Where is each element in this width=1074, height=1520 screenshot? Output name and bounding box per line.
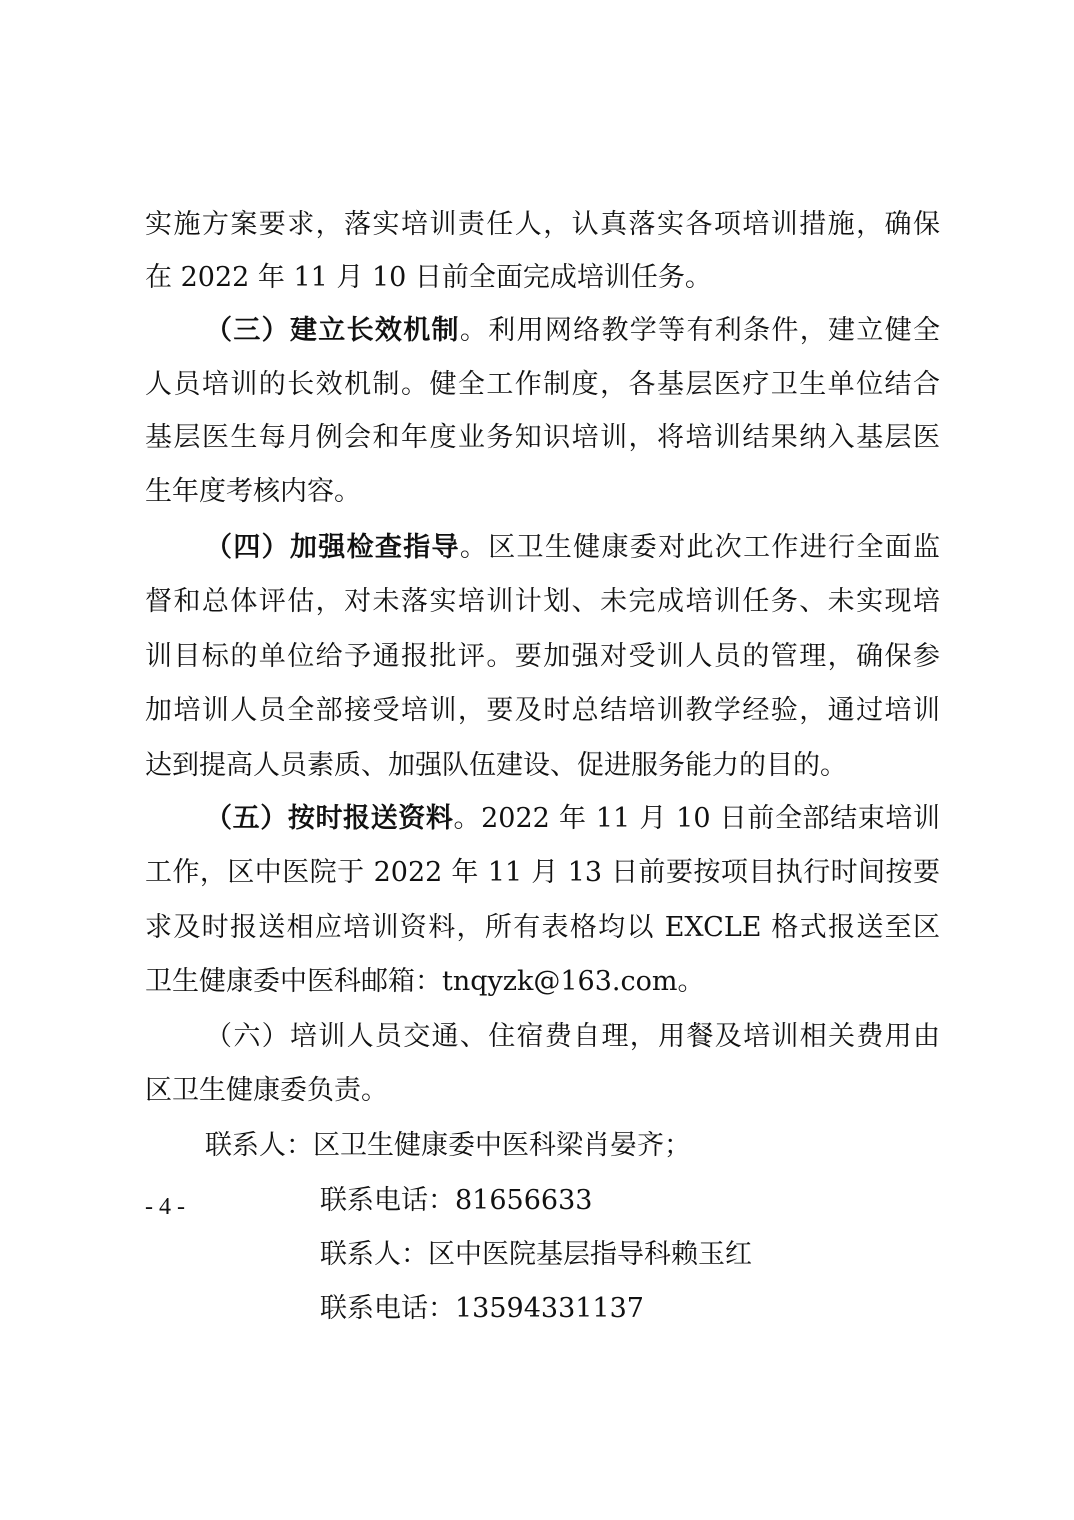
- paragraph-line: 生年度考核内容。: [145, 476, 361, 507]
- contact-person-2: 联系人：区中医院基层指导科赖玉红: [320, 1239, 752, 1270]
- section-heading: （四）加强检查指导: [205, 532, 460, 563]
- paragraph-text: 。区卫生健康委对此次工作进行全面监: [459, 532, 940, 563]
- paragraph-line-with-heading: [205, 530, 940, 566]
- paragraph-line: 工作，区中医院于 2022 年 11 月 13 日前要按项目执行时间按要: [145, 857, 940, 888]
- paragraph-line: 卫生健康委中医科邮箱：tnqyzk@163.com。: [145, 966, 705, 997]
- paragraph-line: 实施方案要求，落实培训责任人，认真落实各项培训措施，确保: [145, 209, 940, 240]
- section-heading: （三）建立长效机制: [205, 315, 460, 346]
- paragraph-line-with-heading: [205, 801, 940, 837]
- paragraph-line: 训目标的单位给予通报批评。要加强对受训人员的管理，确保参: [145, 641, 940, 672]
- paragraph-line: 加培训人员全部接受培训，要及时总结培训教学经验，通过培训: [145, 695, 940, 726]
- paragraph-line: 在 2022 年 11 月 10 日前全面完成培训任务。: [145, 262, 712, 293]
- paragraph-line: 区卫生健康委负责。: [145, 1075, 388, 1106]
- page-number: - 4 -: [145, 1194, 185, 1220]
- section-heading: （五）按时报送资料: [205, 803, 454, 834]
- contact-phone-2: 联系电话：13594331137: [320, 1293, 644, 1324]
- paragraph-text: 。2022 年 11 月 10 日前全部结束培训: [453, 803, 940, 834]
- paragraph-line: 人员培训的长效机制。健全工作制度，各基层医疗卫生单位结合: [145, 369, 940, 400]
- paragraph-line: 基层医生每月例会和年度业务知识培训，将培训结果纳入基层医: [145, 422, 940, 453]
- paragraph-line: （六）培训人员交通、住宿费自理，用餐及培训相关费用由: [205, 1021, 940, 1052]
- contact-phone-1: 联系电话：81656633: [320, 1185, 593, 1216]
- paragraph-line-with-heading: [205, 313, 940, 349]
- paragraph-text: 。利用网络教学等有利条件，建立健全: [459, 315, 940, 346]
- paragraph-line: 达到提高人员素质、加强队伍建设、促进服务能力的目的。: [145, 750, 847, 781]
- paragraph-line: 求及时报送相应培训资料，所有表格均以 EXCLE 格式报送至区: [145, 912, 940, 943]
- paragraph-line: 督和总体评估，对未落实培训计划、未完成培训任务、未实现培: [145, 586, 940, 617]
- contact-person-1: 联系人：区卫生健康委中医科梁肖晏齐；: [205, 1130, 691, 1161]
